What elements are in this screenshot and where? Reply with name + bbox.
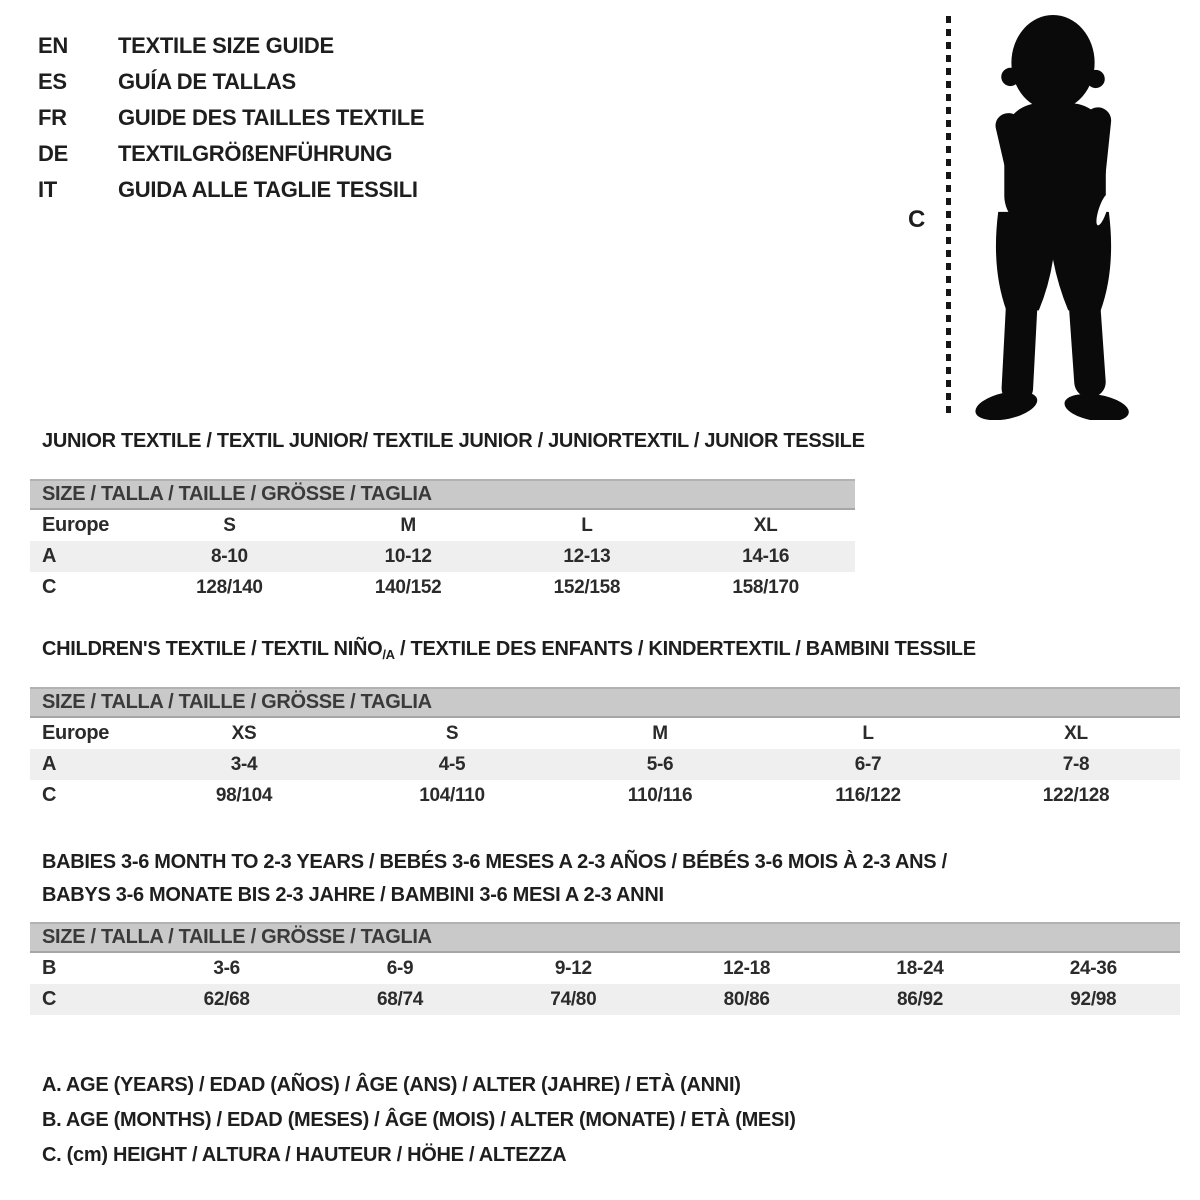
height-cell: 140/152: [374, 576, 442, 598]
height-measure-label: C: [908, 206, 926, 233]
lang-title-it: GUIDA ALLE TAGLIE TESSILI: [118, 177, 418, 202]
lang-title-es: GUÍA DE TALLAS: [118, 69, 296, 94]
junior-row-europe: [30, 510, 855, 541]
height-cell: 158/170: [732, 576, 799, 598]
age-cell: 14-16: [742, 545, 790, 567]
age-cell: 10-12: [384, 545, 432, 567]
children-title-suffix: / TEXTILE DES ENFANTS / KINDERTEXTIL / BAMBINI TESSILE: [394, 638, 976, 660]
junior-row-age: [30, 541, 855, 572]
size-cell: XL: [753, 514, 778, 536]
lang-code-it: IT: [38, 177, 57, 202]
lang-row-en: [38, 28, 424, 64]
row-label: Europe: [42, 722, 110, 744]
note-age-years: A. AGE (YEARS) / EDAD (AÑOS) / ÂGE (ANS) / ALTER (JAHRE) / ETÀ (ANNI): [42, 1074, 741, 1096]
legend-notes: [42, 1068, 796, 1173]
height-cell: 128/140: [196, 576, 263, 598]
row-label: A: [42, 545, 57, 567]
junior-row-height: [30, 572, 855, 603]
months-cell: 12-18: [723, 957, 771, 979]
lang-row-es: [38, 64, 424, 100]
language-title-block: [38, 28, 424, 208]
children-section-title: [42, 638, 976, 662]
children-row-europe: [30, 718, 1180, 749]
children-size-table: [30, 687, 1180, 811]
lang-code-de: DE: [38, 141, 68, 166]
height-cell: 110/116: [627, 784, 693, 806]
row-label: C: [42, 988, 57, 1010]
height-cell: 104/110: [419, 784, 485, 806]
lang-row-de: [38, 136, 424, 172]
months-cell: 6-9: [386, 957, 414, 979]
babies-row-height: [30, 984, 1180, 1015]
lang-title-de: TEXTILGRÖßENFÜHRUNG: [118, 141, 393, 166]
babies-title-line2: BABYS 3-6 MONATE BIS 2-3 JAHRE / BAMBINI 3-6 MESI A 2-3 ANNI: [42, 884, 664, 906]
months-cell: 3-6: [213, 957, 240, 979]
children-title-subscript: /A: [382, 647, 395, 662]
age-cell: 12-13: [563, 545, 611, 567]
height-cell: 80/86: [723, 988, 770, 1010]
age-cell: 8-10: [210, 545, 248, 567]
row-label: C: [42, 784, 57, 806]
age-cell: 6-7: [854, 753, 882, 775]
babies-table-header: SIZE / TALLA / TAILLE / GRÖSSE / TAGLIA: [30, 922, 1180, 953]
height-cell: 116/122: [835, 784, 901, 806]
height-cell: 86/92: [896, 988, 943, 1010]
row-label: Europe: [42, 514, 110, 536]
junior-size-table: [30, 479, 855, 603]
babies-row-months: [30, 953, 1180, 984]
children-row-age: [30, 749, 1180, 780]
size-cell: L: [862, 722, 874, 744]
height-cell: 98/104: [215, 784, 273, 806]
size-cell: XS: [231, 722, 257, 744]
lang-title-en: TEXTILE SIZE GUIDE: [118, 33, 334, 58]
age-cell: 7-8: [1062, 753, 1090, 775]
junior-section-title: JUNIOR TEXTILE / TEXTIL JUNIOR/ TEXTILE JUNIOR / JUNIORTEXTIL / JUNIOR TESSILE: [42, 430, 865, 452]
months-cell: 24-36: [1069, 957, 1117, 979]
size-cell: XL: [1064, 722, 1088, 744]
age-cell: 4-5: [438, 753, 466, 775]
age-cell: 5-6: [646, 753, 674, 775]
size-cell: S: [223, 514, 236, 536]
junior-table-header: SIZE / TALLA / TAILLE / GRÖSSE / TAGLIA: [30, 479, 855, 510]
lang-row-fr: [38, 100, 424, 136]
size-cell: M: [652, 722, 668, 744]
row-label: A: [42, 753, 57, 775]
row-label: B: [42, 957, 57, 979]
height-cell: 62/68: [203, 988, 250, 1010]
lang-title-fr: GUIDE DES TAILLES TEXTILE: [118, 105, 425, 130]
lang-code-en: EN: [38, 33, 68, 58]
children-title-prefix: CHILDREN'S TEXTILE / TEXTIL NIÑO: [42, 638, 383, 660]
babies-section-title: [42, 846, 947, 912]
height-cell: 92/98: [1070, 988, 1117, 1010]
height-dashed-line: [946, 16, 951, 418]
height-cell: 152/158: [553, 576, 621, 598]
babies-title-line1: BABIES 3-6 MONTH TO 2-3 YEARS / BEBÉS 3-6 MESES A 2-3 AÑOS / BÉBÉS 3-6 MOIS À 2-3 ANS /: [42, 851, 947, 873]
note-age-months: B. AGE (MONTHS) / EDAD (MESES) / ÂGE (MOIS) / ALTER (MONATE) / ETÀ (MESI): [42, 1109, 796, 1131]
size-cell: S: [445, 722, 459, 744]
note-height-cm: C. (cm) HEIGHT / ALTURA / HAUTEUR / HÖHE / ALTEZZA: [42, 1144, 567, 1166]
toddler-silhouette: [962, 14, 1142, 420]
height-cell: 122/128: [1042, 784, 1110, 806]
lang-code-es: ES: [38, 69, 67, 94]
months-cell: 9-12: [554, 957, 592, 979]
babies-size-table: [30, 922, 1180, 1015]
children-row-height: [30, 780, 1180, 811]
months-cell: 18-24: [896, 957, 944, 979]
height-cell: 68/74: [376, 988, 424, 1010]
children-table-header: SIZE / TALLA / TAILLE / GRÖSSE / TAGLIA: [30, 687, 1180, 718]
lang-code-fr: FR: [38, 105, 67, 130]
size-cell: M: [400, 514, 416, 536]
size-cell: L: [581, 514, 593, 536]
row-label: C: [42, 576, 57, 598]
height-cell: 74/80: [550, 988, 597, 1010]
lang-row-it: [38, 172, 424, 208]
age-cell: 3-4: [230, 753, 258, 775]
